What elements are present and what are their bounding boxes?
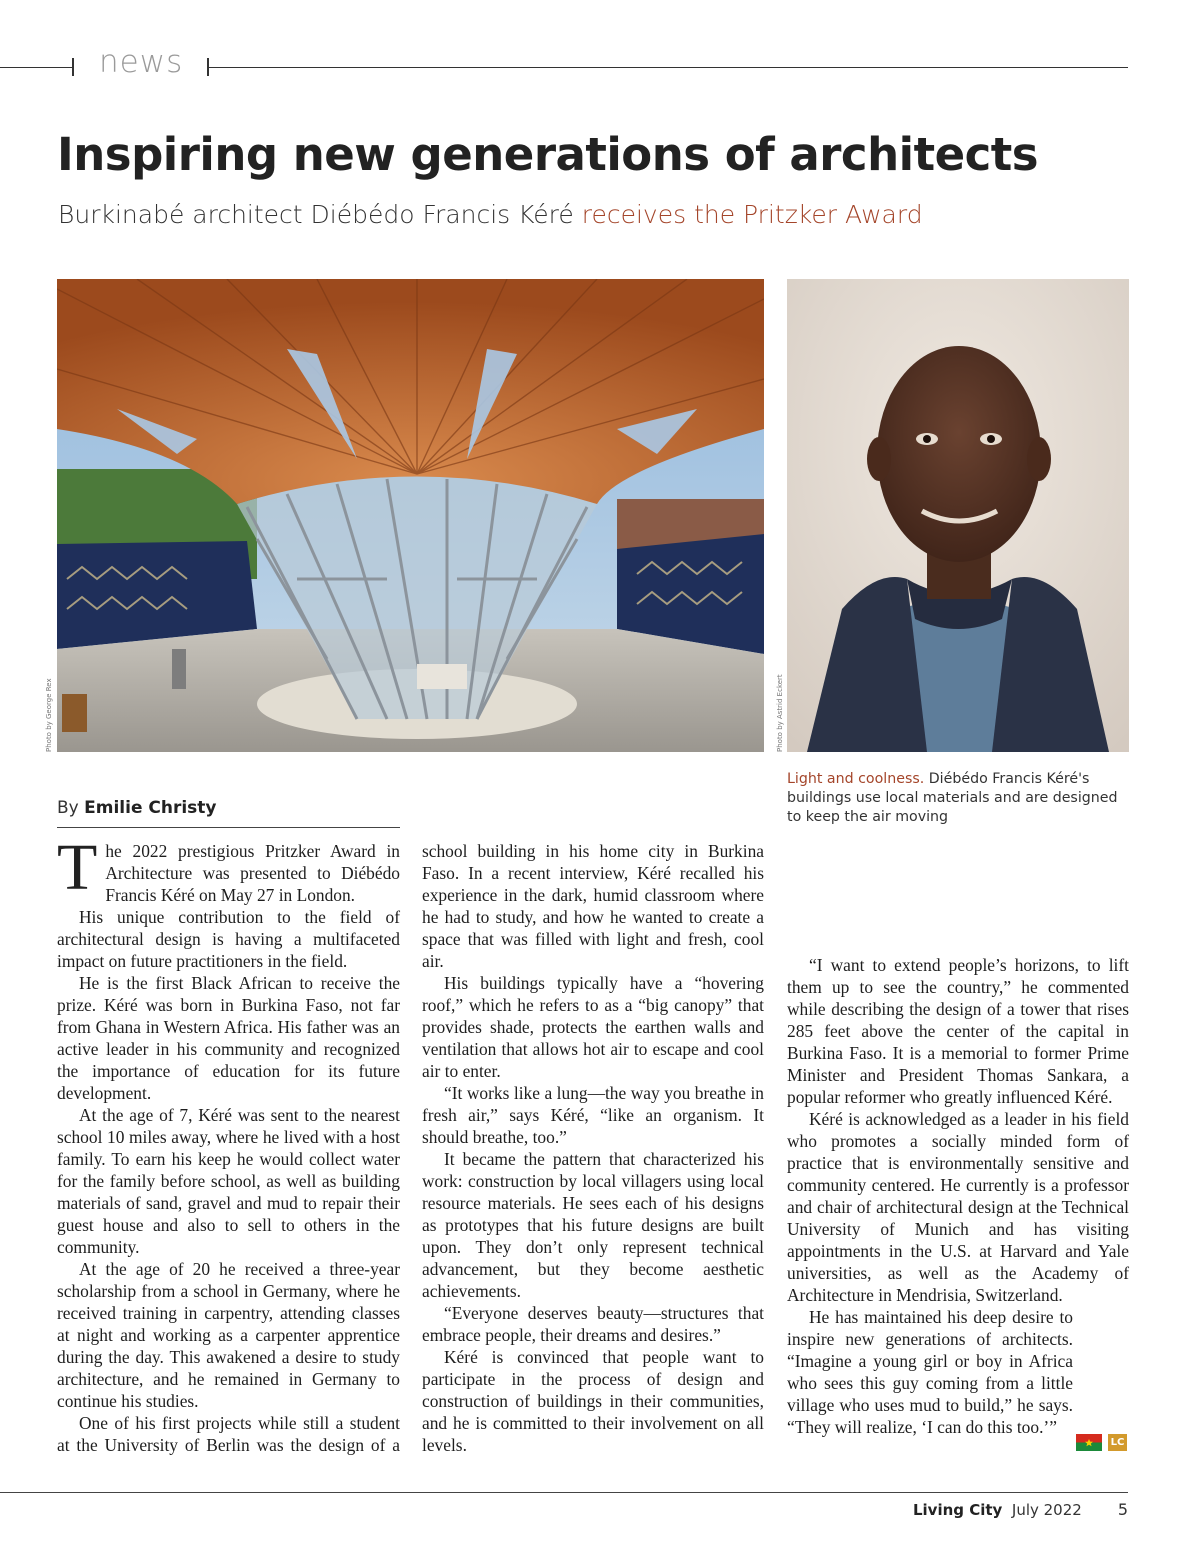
drop-cap: T	[57, 831, 98, 904]
body-paragraph-12: “I want to extend people’s horizons, to lift them up to see the country,” he commented while describing the design of a tower that rises 285 feet above the center of the capital in Burkina Faso. It is a memorial to former Prime Minister and President Thomas Sankara, a popular reformer who greatly influenced Kéré.	[787, 955, 1129, 1107]
byline-author: Emilie Christy	[84, 798, 217, 818]
article-column-3	[787, 954, 1129, 1438]
body-paragraph-4: At the age of 7, Kéré was sent to the nearest school 10 miles away, where he lived with a host family. To earn his keep he would collect water for the family before school, as well as building materials of sand, gravel and mud to repair their guest house and also to sell to others in the community.	[57, 1105, 400, 1257]
body-paragraph-13: Kéré is acknowledged as a leader in his field who promotes a socially minded form of practice that is environmentally sensitive and community centered. He currently is a professor and chair of architectural design at the Technical University of Munich and has visiting appointments in the U.S. at Harvard and Yale universities, as well as the Academy of Architecture in Mendrisia, Switzerland.	[787, 1109, 1129, 1305]
byline	[57, 798, 217, 818]
portrait-photo-credit: Photo by Astrid Eckert	[776, 674, 784, 752]
body-paragraph-14: He has maintained his deep desire to inspire new generations of architects. “Imagine a young girl or boy in Africa who sees this guy coming from a little village who uses mud to build,” he says. “They will realize, ‘I can do this too.’”	[787, 1307, 1073, 1437]
subtitle-main: Burkinabé architect Diébédo Francis Kéré	[58, 200, 582, 229]
body-paragraph-6-continued: school building in his home city in Burkina Faso. In a recent interview, Kéré recalled his experience in the dark, humid classroom where he had to study, and how he wanted to create a space that was filled with light and fresh, cool air.	[422, 841, 764, 971]
article-subtitle	[58, 200, 923, 229]
body-paragraph-11: Kéré is convinced that people want to participate in the process of design and construction of buildings in their communities, and he is committed to their involvement on all levels.	[422, 1347, 764, 1455]
body-paragraph-9: It became the pattern that characterized his work: construction by local villagers using local resource materials. He sees each of his designs as prototypes that his future designs are built upon. They don’t only represent technical advancement, but they become aesthetic achievements.	[422, 1149, 764, 1301]
caption-lead: Light and coolness.	[787, 771, 925, 787]
footer-rule	[0, 1492, 1128, 1493]
section-label: news	[99, 44, 184, 80]
header-rule-left	[0, 67, 74, 68]
byline-prefix: By	[57, 798, 85, 818]
body-paragraph-6: One of his first projects while still a student at the University of Berlin was the design of a	[57, 1413, 400, 1455]
pavilion-photo-credit: Photo by George Rex	[45, 678, 53, 752]
living-city-logo-icon: LC	[1108, 1434, 1127, 1451]
body-paragraph-10: “Everyone deserves beauty—structures that embrace people, their dreams and desires.”	[422, 1303, 764, 1345]
portrait-photo	[787, 279, 1129, 752]
header-tick-left	[72, 58, 74, 76]
body-paragraph-2: His unique contribution to the field of architectural design is having a multifaceted impact on future practitioners in the field.	[57, 907, 400, 971]
body-paragraph-8: “It works like a lung—the way you breathe in fresh air,” says Kéré, “like an organism. It should breathe, too.”	[422, 1083, 764, 1147]
burkina-faso-flag-icon	[1076, 1434, 1102, 1451]
body-paragraph-7: His buildings typically have a “hovering roof,” which he refers to as a “big canopy” that provides shade, protects the earthen walls and ventilation that allows hot air to escape and cool air to enter.	[422, 973, 764, 1081]
article-column-1	[57, 831, 400, 1456]
footer-publication: Living City	[912, 1501, 1003, 1519]
body-paragraph-1: The 2022 prestigious Pritzker Award in Architecture was presented to Diébédo Francis Kéré on May 27 in London.	[57, 831, 400, 905]
caption-text: Diébédo Francis Kéré's buildings use local materials and are designed to keep the air moving	[787, 771, 1118, 825]
subtitle-accent: receives the Pritzker Award	[581, 200, 923, 229]
article-title: Inspiring new generations of architects	[57, 128, 1039, 181]
header-rule-right	[207, 67, 1128, 68]
article-column-2	[422, 840, 764, 1456]
page-number: 5	[1117, 1500, 1128, 1519]
body-paragraph-3: He is the first Black African to receive the prize. Kéré was born in Burkina Faso, not far from Ghana in Western Africa. His father was an active leader in his community and recognized the importance of education for its future development.	[57, 973, 400, 1103]
pavilion-photo	[57, 279, 764, 752]
page-footer	[913, 1500, 1128, 1519]
photo-caption	[787, 770, 1132, 827]
footer-issue: July 2022	[1011, 1501, 1082, 1519]
body-paragraph-5: At the age of 20 he received a three-year scholarship from a school in Germany, where he received training in carpentry, attending classes at night and working as a carpenter apprentice during the day. This awakened a desire to study architecture, and he remained in Germany to continue his studies.	[57, 1259, 400, 1411]
byline-rule	[57, 827, 400, 828]
